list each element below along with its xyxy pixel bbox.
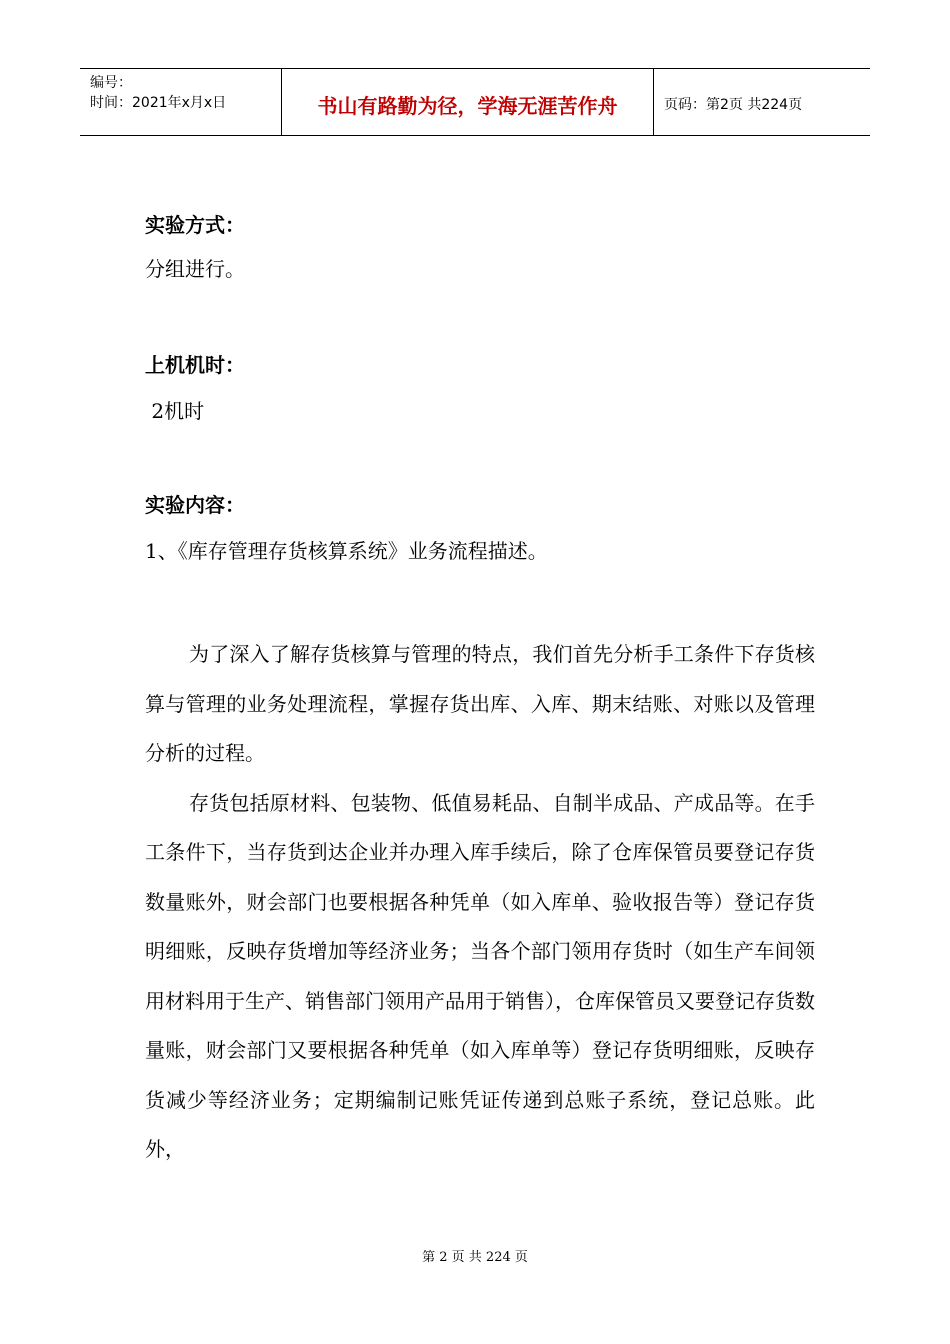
page-footer: 第 2 页 共 224 页 (422, 1250, 528, 1265)
header-number-label: 编号： (90, 75, 132, 91)
method-heading: 实验方式： (145, 213, 245, 237)
header-page-info: 页码：第2页 共224页 (664, 97, 803, 113)
content-heading: 实验内容： (145, 493, 245, 517)
header-motto: 书山有路勤为径，学海无涯苦作舟 (282, 69, 654, 135)
header-meta-cell (80, 69, 282, 135)
paragraph-2: 存货包括原材料、包装物、低值易耗品、自制半成品、产成品等。在手工条件下，当存货到达企业并办理入库手续后，除了仓库保管员要登记存货数量账外，财会部门也要根据各种凭单（如入库单、验收报告等）登记存货明细账，反映存货增加等经济业务；当各个部门领用存货时（如生产车间领用材料用于生产、销售部门领用产品用于销售），仓库保管员又要登记存货数量账，财会部门又要根据各种凭单（如入库单等）登记存货明细账，反映存货减少等经济业务；定期编制记账凭证传递到总账子系统，登记总账。此外， (145, 790, 815, 1161)
hours-heading: 上机机时： (145, 353, 245, 377)
header-date-label: 时间：2021年x月x日 (90, 95, 227, 111)
page-header (80, 68, 870, 136)
method-text: 分组进行。 (145, 257, 245, 281)
paragraph-1: 为了深入了解存货核算与管理的特点，我们首先分析手工条件下存货核算与管理的业务处理流程，掌握存货出库、入库、期末结账、对账以及管理分析的过程。 (145, 642, 815, 765)
content-item-1: 1、《库存管理存货核算系统》业务流程描述。 (145, 539, 548, 563)
hours-text: 2机时 (145, 399, 205, 423)
document-body (145, 210, 815, 1175)
